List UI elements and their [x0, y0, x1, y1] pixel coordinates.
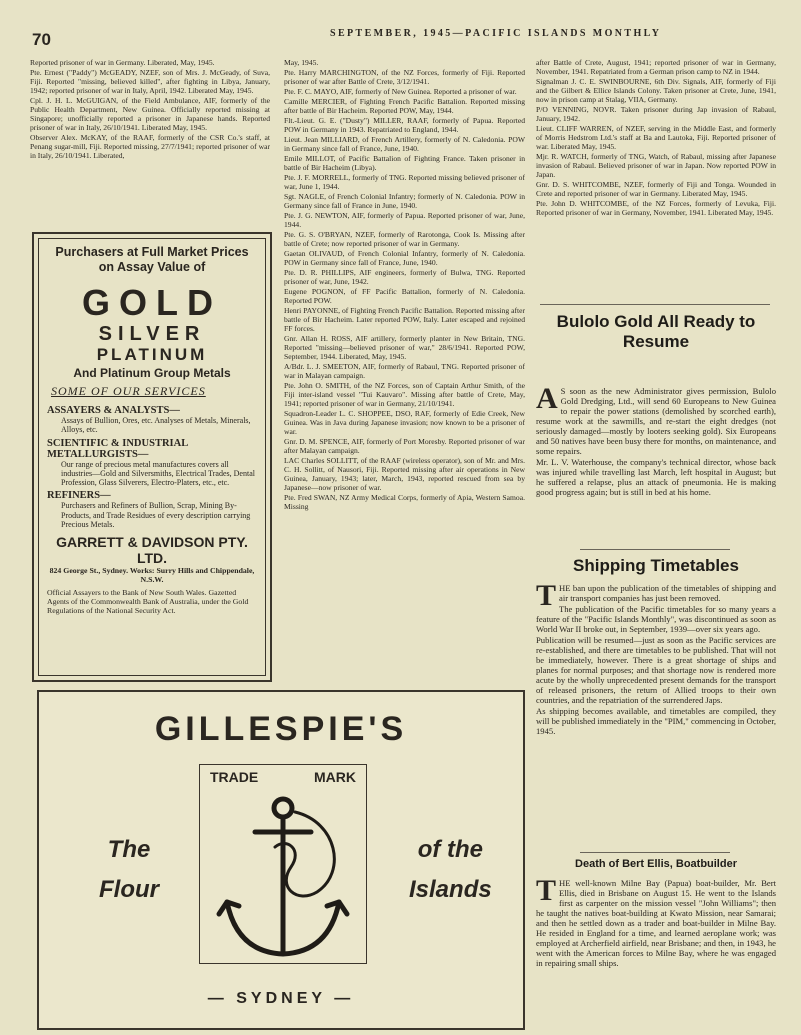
- pow-entry: Gnr. Allan H. ROSS, AIF artillery, formerly planter in New Britain, TNG. Reported "missing—believed prisoner of war," 28/6/1941. Reported POW, September, 1944. Liberated, May, 1945.: [284, 334, 525, 361]
- gold-ad-tagline: Purchasers at Full Market Prices on Assay Value of: [55, 245, 249, 274]
- gold-ad-service-title: REFINERS—: [47, 490, 111, 502]
- gold-ad-service-title: ASSAYERS & ANALYSTS—: [47, 405, 180, 416]
- pow-entry: Signalman J. C. E. SWINBOURNE, 6th Div. Signals, AIF, formerly of Fiji and the Gilbert & Ellice Islands Colony. Taken prisoner at Crete, June, 1941, now in prison camp at Stalag, VIIA, Germany.: [536, 77, 776, 104]
- mark-label: MARK: [314, 769, 356, 785]
- gold-ad-official: Official Assayers to the Bank of New South Wales. Gazetted Agents of the Commonwealth Bank of Australia, under the Gold Regulations of the National Security Act.: [47, 588, 249, 616]
- pow-entry: Gnr. D. S. WHITCOMBE, NZEF, formerly of Fiji and Tonga. Wounded in Crete and reported prisoner of war in Germany. Liberated May, 1945.: [536, 180, 776, 198]
- pow-entry: Pte. John O. SMITH, of the NZ Forces, son of Captain Arthur Smith, of the Fiji inter-island vessel "Tui Kauvaro". Missing after battle of Crete, May, 1941; reported prisoner of war in Germany, 21/10/1941.: [284, 381, 525, 408]
- pow-entry: Pte. Fred SWAN, NZ Army Medical Corps, formerly of Apia, Western Samoa. Missing: [284, 493, 525, 511]
- pow-entry: Reported prisoner of war in Germany. Liberated, May, 1945.: [30, 58, 215, 67]
- pow-list-column-1: [30, 58, 270, 228]
- gold-ad-service-text: Assays of Bullion, Ores, etc. Analyses of Metals, Minerals, Alloys, etc.: [61, 416, 251, 435]
- shipping-article: [536, 583, 776, 848]
- drop-cap: T: [536, 583, 557, 612]
- gold-ad-service-title: SCIENTIFIC & INDUSTRIAL METALLURGISTS—: [47, 437, 188, 460]
- pow-entry: Gnr. D. M. SPENCE, AIF, formerly of Port Moresby. Reported prisoner of war after Malayan campaign.: [284, 437, 525, 455]
- gold-advertisement: [32, 232, 272, 682]
- gillespie-brand: GILLESPIE'S: [154, 710, 408, 748]
- gillespie-city: — SYDNEY —: [207, 990, 355, 1007]
- pow-entry: Pte. G. S. O'BRYAN, NZEF, formerly of Rarotonga, Cook Is. Missing after battle of Crete; now reported prisoner of war in Germany.: [284, 230, 525, 248]
- article-paragraph: As shipping becomes available, and timetables are compiled, they will be published immediately in the "PIM," commencing in October, 1945.: [536, 706, 776, 736]
- gillespie-left-slogan: [99, 830, 159, 910]
- pow-entry: Cpl. J. H. L. McGUIGAN, of the Field Ambulance, AIF, formerly of the Public Health Department, New Guinea. Officially reported missing at Singapore; unofficially reported a prisoner in Japanese hands. Reported prisoner of war in Italy, 26/10/1941. Liberated May, 1945.: [30, 96, 270, 132]
- divider: [540, 304, 770, 305]
- slogan-line: Flour: [99, 876, 159, 903]
- trade-label: TRADE: [210, 769, 259, 785]
- pow-entry: Flt.-Lieut. G. E. ("Dusty") MILLER, RAAF, formerly of Papua. Reported POW in Germany in 1943. Repatriated to England, 1944.: [284, 116, 525, 134]
- running-head: SEPTEMBER, 1945—PACIFIC ISLANDS MONTHLY: [330, 28, 662, 39]
- pow-entry: Pte. John D. WHITCOMBE, of the NZ Forces, formerly of Levuka, Fiji. Reported prisoner of war in Germany, November, 1941. Liberated May, 1945.: [536, 199, 776, 217]
- pow-entry: Eugene POGNON, of FF Pacific Battalion, formerly of N. Caledonia. Reported POW.: [284, 287, 525, 305]
- article-paragraph: Publication will be resumed—just as soon as the Pacific services are re-established, and there are timetables to be published. That will not be immediately, however. There is a great shortage of ships and planes for normal purposes; and that shortage now is rendered more acute by the wholly unprecedented present demands for the transport of released prisoners, the return of Allied troops to their own countries, and the repatriation of the surrendered Japs.: [536, 635, 776, 705]
- article-paragraph: A S soon as the new Administrator gives permission, Bulolo Gold Dredging, Ltd., will send 60 Europeans to New Guinea to repair the power stations (demolished by scorched earth), resume work at the sawmills, and re-start the eight dredges (not seriously damaged—mostly by looters seeking gold). Six Europeans and 50 natives have been busy there for months, on maintenance, and some repairs.: [536, 386, 776, 456]
- pow-entry: Pte. J. G. NEWTON, AIF, formerly of Papua. Reported prisoner of war, June, 1944.: [284, 211, 525, 229]
- pow-entry: Pte. Ernest ("Paddy") McGEADY, NZEF, son of Mrs. J. McGeady, of Suva, Fiji. Reported "missing, believed killed", after fighting in Libya, January, 1942; reported prisoner of war in Italy, April, 1942. Liberated May, 1945.: [30, 68, 270, 95]
- pow-entry: Pte. D. R. PHILLIPS, AIF engineers, formerly of Bulwa, TNG. Reported prisoner of war, June, 1942.: [284, 268, 525, 286]
- pow-list-column-3: [536, 58, 776, 298]
- pow-entry: Pte. Harry MARCHINGTON, of the NZ Forces, formerly of Fiji. Reported prisoner of war after Battle of Crete, 3/12/1941.: [284, 68, 525, 86]
- pow-entry: Emile MILLOT, of Pacific Battalion of Fighting France. Taken prisoner in battle of Bir Hacheim (Libya).: [284, 154, 525, 172]
- ellis-article: [536, 878, 776, 1030]
- gold-ad-service-text: Purchasers and Refiners of Bullion, Scrap, Mining By-Products, and Trade Residues of every description carrying Precious Metals.: [61, 501, 251, 530]
- pow-entry: Pte. F. C. MAYO, AIF, formerly of New Guinea. Reported a prisoner of war.: [284, 87, 517, 96]
- gold-ad-company: GARRETT & DAVIDSON PTY. LTD.: [56, 534, 248, 567]
- slogan-line: Islands: [409, 876, 492, 903]
- pow-entry: Observer Alex. McKAY, of the RAAF, formerly of the CSR Co.'s staff, at Penang sugar-mill, Fiji. Reported missing, 27/7/1941; reported prisoner of war in Italy, 26/10/1941. Liberated,: [30, 133, 270, 160]
- pow-entry: Lieut. CLIFF WARREN, of NZEF, serving in the Middle East, and formerly of Morris Hedstrom Ltd.'s staff at Ba and Lautoka, Fiji. Reported prisoner of war. Liberated May, 1945.: [536, 124, 776, 151]
- ellis-heading: Death of Bert Ellis, Boatbuilder: [575, 858, 737, 870]
- drop-cap: A: [536, 386, 558, 415]
- pow-entry: Pte. J. F. MORRELL, formerly of TNG. Reported missing believed prisoner of war, June 1, 1944.: [284, 173, 525, 191]
- pow-entry: Squadron-Leader L. C. SHOPPEE, DSO, RAF, formerly of Edie Creek, New Guinea. Was in Java during Japanese invasion; now known to be a prisoner of war.: [284, 409, 525, 436]
- gold-ad-silver: SILVER: [98, 323, 206, 345]
- pow-entry: Mjr. R. WATCH, formerly of TNG, Watch, of Rabaul, missing after Japanese invasion of Rabaul. Believed prisoner of war in Japan. Now reported POW in Japan.: [536, 152, 776, 179]
- shipping-heading: Shipping Timetables: [573, 556, 739, 575]
- bulolo-article: [536, 386, 776, 536]
- bulolo-heading: Bulolo Gold All Ready to Resume: [556, 312, 756, 351]
- pow-entry: Camille MERCIER, of Fighting French Pacific Battalion. Reported missing after battle of Bir Hacheim. Reported POW, May, 1944.: [284, 97, 525, 115]
- pow-entry: May, 1945.: [284, 58, 319, 67]
- pow-entry: LAC Charles SOLLITT, of the RAAF (wireless operator), son of Mr. and Mrs. C. H. Sollitt, of Nausori, Fiji. Reported missing after air operations in New Guinea, January, 1943; later, March, 1943, reported rescued from sea by Japanese—now prisoner of war.: [284, 456, 525, 492]
- pow-entry: Henri PAYONNE, of Fighting French Pacific Battalion. Reported missing after battle of Bir Hacheim. Later reported POW, Italy. Later escaped and rejoined FF forces.: [284, 306, 525, 333]
- pow-entry: A/Bdr. L. J. SMEETON, AIF, formerly of Rabaul, TNG. Reported prisoner of war in Malayan campaign.: [284, 362, 525, 380]
- pow-entry: Lieut. Jean MILLIARD, of French Artillery, formerly of N. Caledonia. POW in Germany since fall of France, June, 1940.: [284, 135, 525, 153]
- gold-ad-group: And Platinum Group Metals: [73, 366, 231, 380]
- article-paragraph: Mr. L. V. Waterhouse, the company's technical director, whose back was injured while travelling last March, left hospital in August; but he suffered a relapse, plus an attack of pneumonia. He is making good progress again; but is still in bed at his home.: [536, 457, 776, 497]
- pow-entry: after Battle of Crete, August, 1941; reported prisoner of war in Germany, November, 1941. Repatriated from a German prison camp to NZ in 1944.: [536, 58, 776, 76]
- pow-entry: Sgt. NAGLE, of French Colonial Infantry; formerly of N. Caledonia. POW in Germany since fall of France in June, 1940.: [284, 192, 525, 210]
- gold-ad-service-text: Our range of precious metal manufactures covers all industries—Gold and Silversmiths, Electrical Trades, Dental Profession, Glass Silverers, Electro-Platers, etc., etc.: [61, 459, 255, 488]
- article-paragraph: THE ban upon the publication of the timetables of shipping and air transport companies has just been removed.: [536, 583, 776, 612]
- gold-ad-gold: GOLD: [82, 282, 222, 323]
- pow-entry: P/O VENNING, NOVR. Taken prisoner during Jap invasion of Rabaul, January, 1942.: [536, 105, 776, 123]
- page-header: [30, 22, 775, 50]
- gold-ad-address: 824 George St., Sydney. Works: Surry Hills and Chippendale, N.S.W.: [49, 566, 255, 585]
- pow-entry: Gaetan OLIVAUD, of French Colonial Infantry, formerly of N. Caledonia. POW in Germany since fall of France, June, 1940.: [284, 249, 525, 267]
- slogan-line: The: [107, 836, 151, 863]
- anchor-icon: [207, 792, 359, 972]
- gillespie-advertisement: [37, 690, 525, 1030]
- article-paragraph: THE well-known Milne Bay (Papua) boat-builder, Mr. Bert Ellis, died in Brisbane on August 15. He went to the Islands first as carpenter on the mission vessel "John Williams"; then he taught the natives boat-building at Kwato Mission, near Samarai; and then he settled down as a trader and boat-builder in Milne Bay. He resided in England for a time, and learned aeroplane work; was employed at Archerfield airfield, near Brisbane; and then, in 1943, he went with the American forces to Milne Bay, where he was engaged in repairing small ships.: [536, 878, 776, 968]
- divider: [580, 852, 730, 853]
- drop-cap: T: [536, 878, 557, 907]
- divider: [580, 549, 730, 550]
- gold-ad-services-heading: SOME OF OUR SERVICES: [51, 384, 206, 398]
- page-number: 70: [32, 30, 51, 49]
- slogan-line: of the: [417, 836, 484, 863]
- article-paragraph: The publication of the Pacific timetables for so many years a feature of the "Pacific Islands Monthly", was discontinued as soon as World War II broke out, in September, 1939—over six years ago.: [536, 604, 776, 634]
- gillespie-right-slogan: [409, 830, 492, 910]
- pow-list-column-2: [284, 58, 525, 680]
- gold-ad-platinum: PLATINUM: [96, 345, 208, 364]
